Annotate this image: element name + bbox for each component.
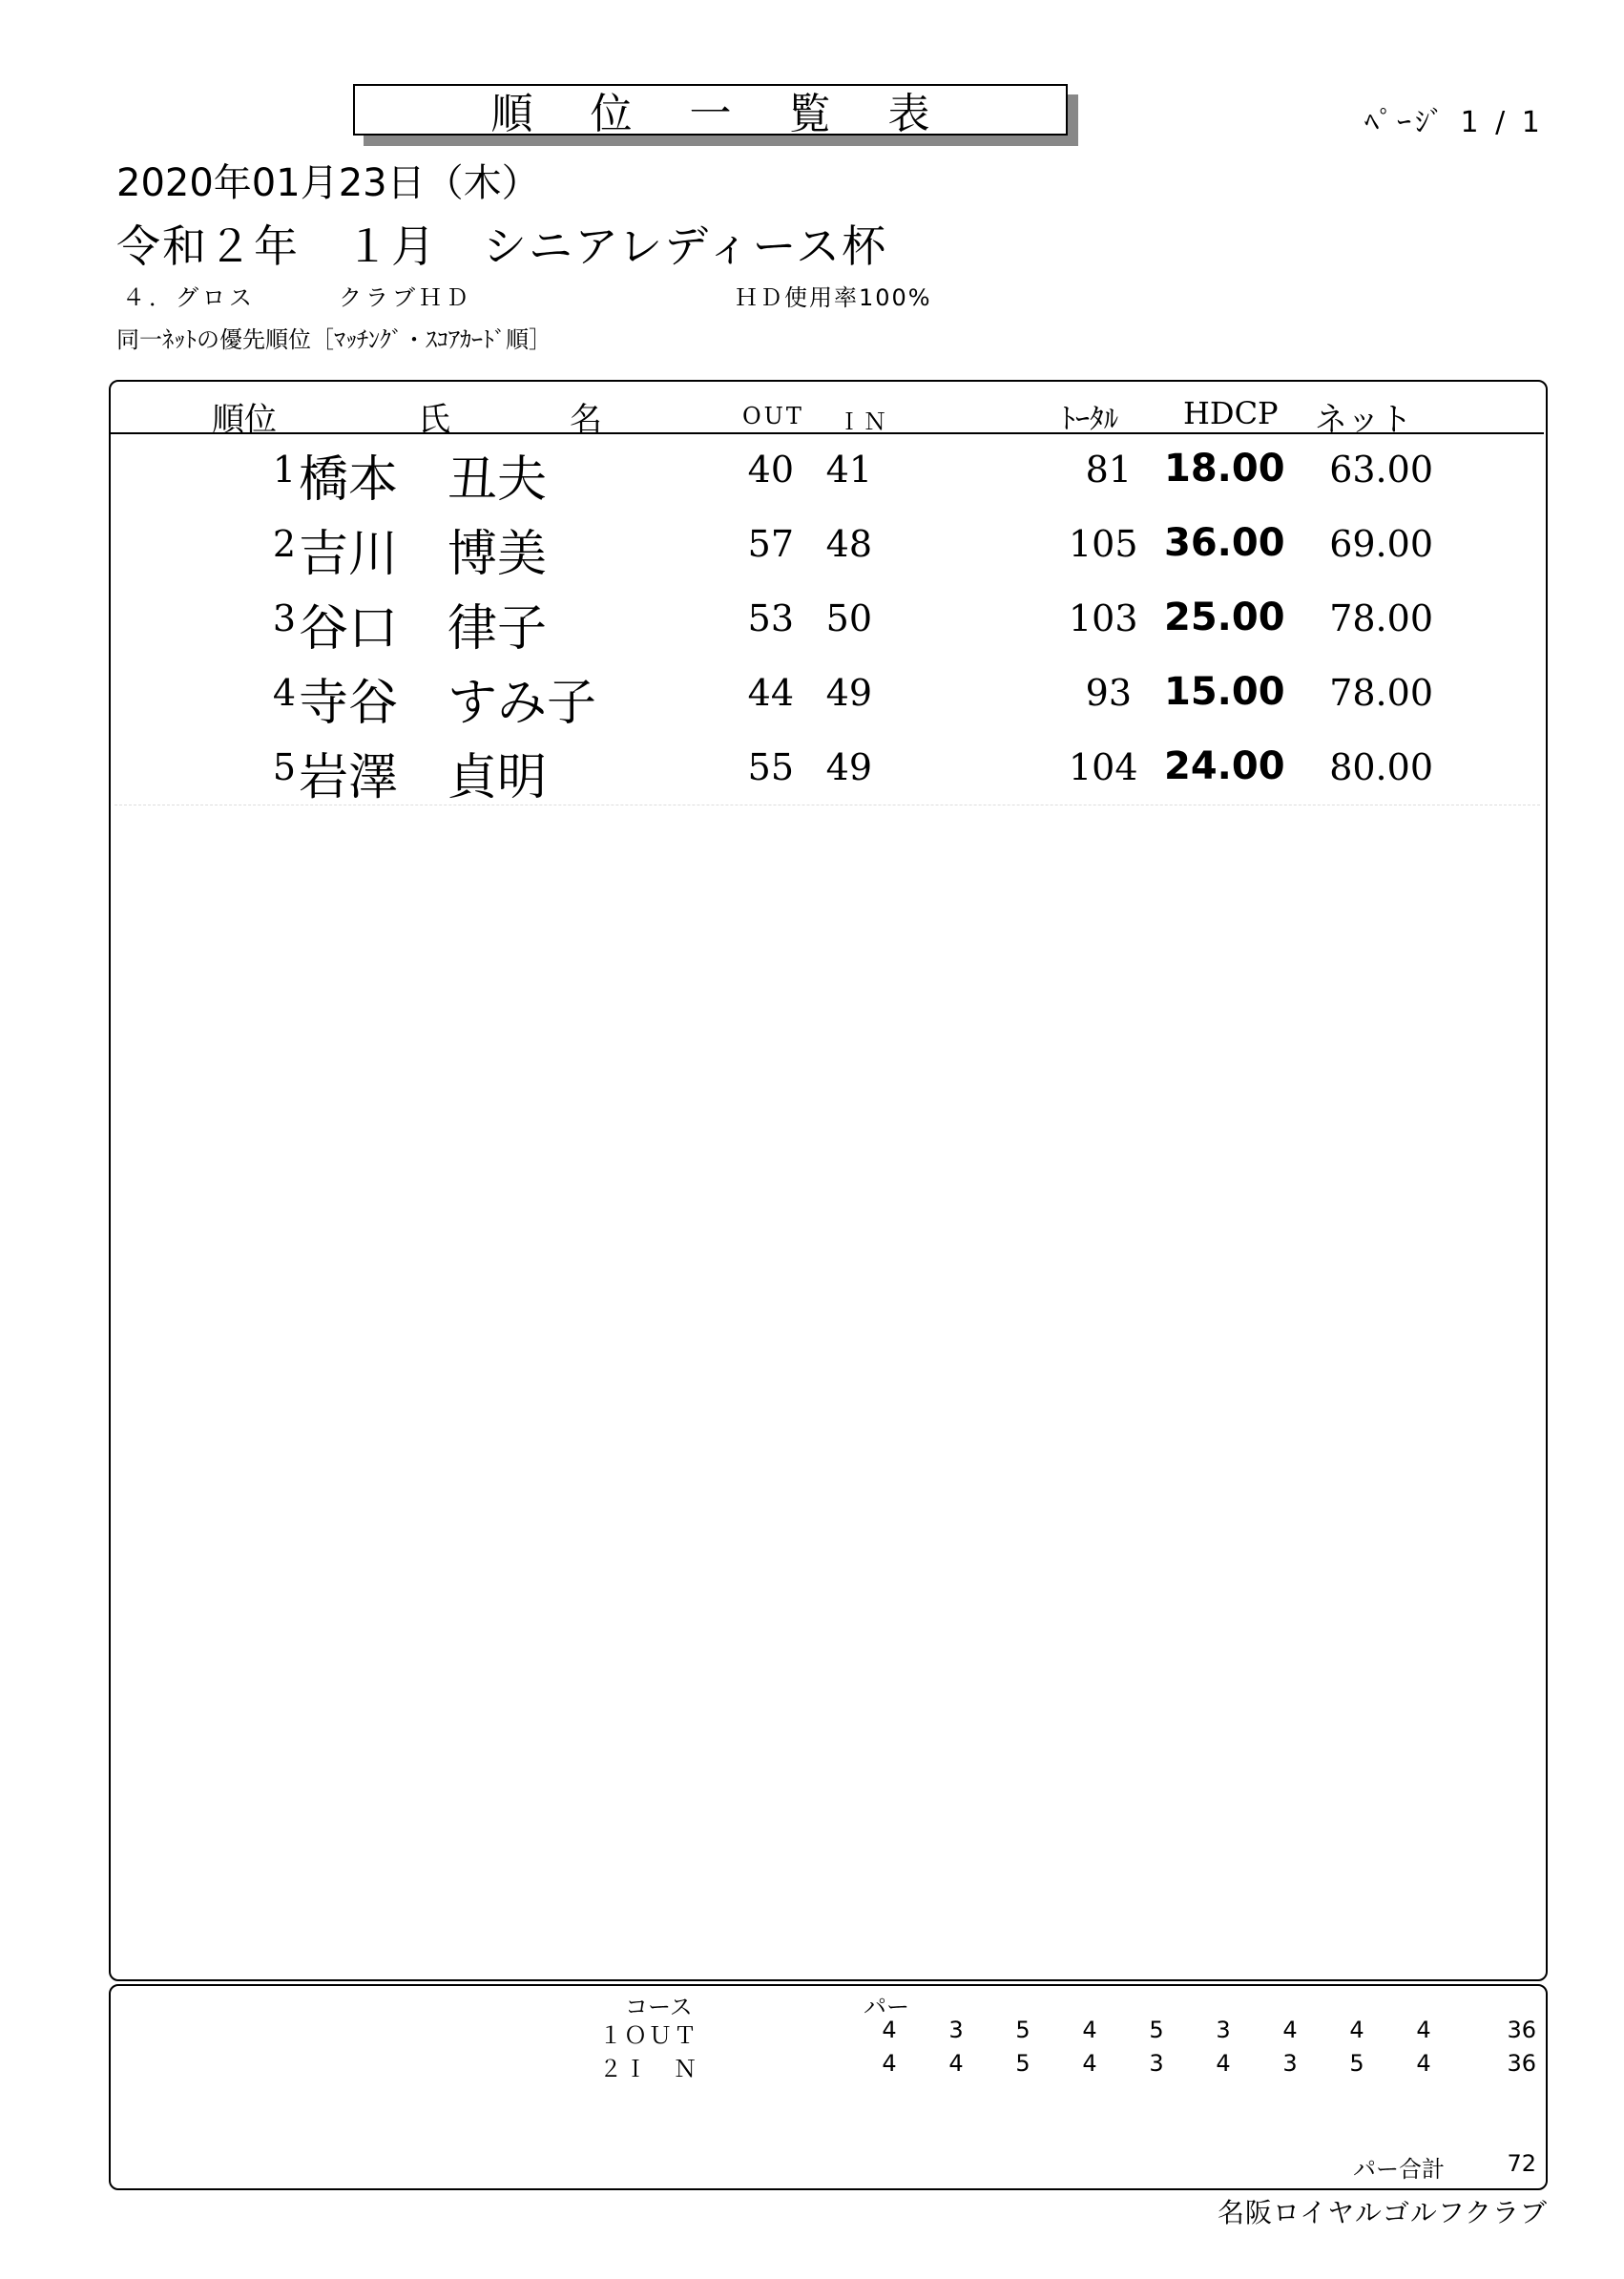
hole-par: 3 [1282,2050,1298,2077]
row-net-score: 69.00 [1329,523,1433,565]
course-row-name: １ＯＵＴ [599,2022,698,2049]
table-row [0,588,1624,658]
par-label: パー [864,1994,909,2020]
row-in-score: 49 [825,746,872,788]
course-label: コース [625,1994,693,2020]
row-rank: 4 [272,672,296,714]
row-in-score: 50 [825,597,872,639]
hole-par: 4 [1349,2017,1364,2043]
page-title: 順位一覧表 [490,90,988,138]
header-total: ﾄｰﾀﾙ [1061,403,1118,436]
row-player-name: 吉川 博美 [299,526,548,583]
row-net-score: 78.00 [1329,672,1433,714]
hole-par: 4 [1082,2050,1097,2077]
handicap-rate: ＨＤ使用率100% [735,284,932,311]
row-total-score: 105 [1069,523,1138,565]
header-out: OUT [742,403,804,429]
course-row-total: 36 [1507,2050,1536,2077]
hole-par: 3 [1149,2050,1164,2077]
hole-par: 5 [1149,2017,1164,2043]
event-date: 2020年01月23日（木） [116,161,540,205]
table-row [0,513,1624,583]
row-out-score: 40 [747,449,794,491]
course-par-box [109,1984,1548,2190]
hole-par: 3 [1216,2017,1231,2043]
row-total-score: 81 [1085,449,1132,491]
row-total-score: 93 [1085,672,1132,714]
row-total-score: 103 [1069,597,1138,639]
course-row-in [0,2050,1624,2079]
hole-par: 4 [1416,2017,1431,2043]
row-out-score: 55 [747,746,794,788]
header-rank: 順位 [212,401,277,439]
hole-par: 4 [1416,2050,1431,2077]
hole-par: 4 [882,2017,897,2043]
tiebreak-rule: 同一ﾈｯﾄの優先順位［ﾏｯﾁﾝｸﾞ・ｽｺｱｶｰﾄﾞ順］ [116,326,552,353]
row-player-name: 谷口 律子 [299,600,548,658]
hole-par: 4 [948,2050,964,2077]
table-row [0,662,1624,732]
row-hdcp: 18.00 [1164,447,1285,491]
table-row [0,737,1624,804]
par-total-label: パー合計 [1353,2156,1445,2183]
hole-par: 4 [1216,2050,1231,2077]
row-player-name: 岩澤 貞明 [299,749,548,806]
row-hdcp: 25.00 [1164,596,1285,639]
row-rank: 3 [272,597,296,639]
row-player-name: 寺谷 すみ子 [299,675,597,732]
row-in-score: 48 [825,523,872,565]
row-out-score: 44 [747,672,794,714]
header-name-b: 名 [570,401,602,439]
header-in: ＩＮ [838,408,889,435]
row-hdcp: 24.00 [1164,744,1285,788]
row-in-score: 49 [825,672,872,714]
row-rank: 1 [272,449,296,491]
row-player-name: 橋本 丑夫 [299,451,548,509]
row-hdcp: 36.00 [1164,521,1285,565]
row-total-score: 104 [1069,746,1138,788]
tournament-name: 令和２年 １月 シニアレディース杯 [116,220,888,272]
row-rank: 2 [272,523,296,565]
par-total-value: 72 [1507,2150,1536,2177]
hole-par: 4 [1282,2017,1298,2043]
scoring-format: ４．グロス [122,284,256,311]
course-row-total: 36 [1507,2017,1536,2043]
hole-par: 4 [1082,2017,1097,2043]
hole-par: 3 [948,2017,964,2043]
row-rank: 5 [272,746,296,788]
header-hdcp: HDCP [1183,395,1279,431]
row-hdcp: 15.00 [1164,670,1285,714]
course-row-name: ２Ｉ Ｎ [599,2056,698,2082]
course-row-out [0,2017,1624,2045]
header-net: ネット [1315,401,1412,439]
handicap-type: クラブＨＤ [339,284,472,311]
table-row [0,439,1624,509]
row-out-score: 53 [747,597,794,639]
row-net-score: 80.00 [1329,746,1433,788]
hole-par: 5 [1015,2050,1031,2077]
hole-par: 5 [1015,2017,1031,2043]
title-box [353,84,1068,136]
club-name: 名阪ロイヤルゴルフクラブ [1218,2197,1549,2228]
hole-par: 4 [882,2050,897,2077]
row-out-score: 57 [747,523,794,565]
hole-par: 5 [1349,2050,1364,2077]
header-name-a: 氏 [418,401,450,439]
row-net-score: 63.00 [1329,449,1433,491]
page-indicator: ﾍﾟｰｼﾞ 1 / 1 [1364,106,1544,139]
row-in-score: 41 [825,449,872,491]
row-net-score: 78.00 [1329,597,1433,639]
